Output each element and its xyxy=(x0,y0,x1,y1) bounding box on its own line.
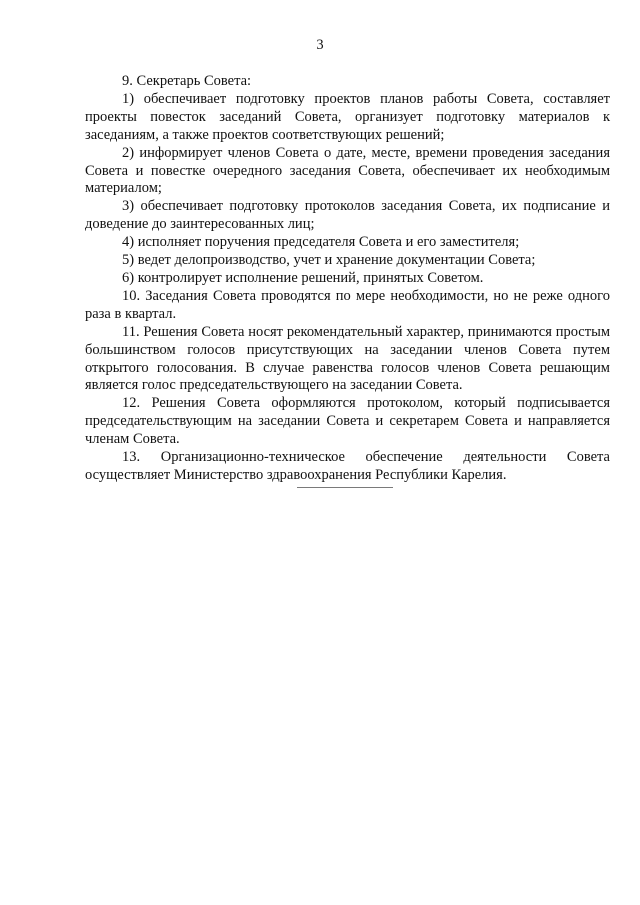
paragraph-subitem-6: 6) контролирует исполнение решений, принятых Советом. xyxy=(122,269,484,286)
paragraph-item-13: 13. Организационно-техническое обеспечение деятельности Совета осуществляет Министерство здравоохранения Республики Карелия. xyxy=(85,449,610,483)
paragraph-subitem-4: 4) исполняет поручения председателя Совета и его заместителя; xyxy=(122,234,520,251)
end-of-document-divider xyxy=(297,487,393,488)
paragraph-subitem-2: 2) информирует членов Совета о дате, месте, времени проведения заседания Совета и повестке очередного заседания Совета, обеспечивает их необходимым материалом; xyxy=(85,144,610,197)
paragraph-item-10: 10. Заседания Совета проводятся по мере необходимости, но не реже одного раза в квартал. xyxy=(85,287,610,322)
paragraph-item-12: 12. Решения Совета оформляются протоколом, который подписывается председательствующим на заседании Совета и секретарем Совета и направляется членам Совета. xyxy=(85,395,610,448)
paragraph-item-9: 9. Секретарь Совета: xyxy=(122,73,252,89)
paragraph-subitem-1: 1) обеспечивает подготовку проектов планов работы Совета, составляет проекты повесток заседаний Совета, организует подготовку материалов к заседаниям, а также проектов соответствующих решений; xyxy=(85,90,610,143)
paragraph-item-11: 11. Решения Совета носят рекомендательный характер, принимаются простым большинством голосов присутствующих на заседании членов Совета путем открытого голосования. В случае равенства голосов членов Совета решающим является голос председательствующего на заседании Совета. xyxy=(85,323,610,394)
page-number: 3 xyxy=(316,37,324,53)
document-body xyxy=(85,73,610,485)
paragraph-subitem-5: 5) ведет делопроизводство, учет и хранение документации Совета; xyxy=(122,252,536,269)
paragraph-subitem-3: 3) обеспечивает подготовку протоколов заседания Совета, их подписание и доведение до заинтересованных лиц; xyxy=(85,198,610,233)
